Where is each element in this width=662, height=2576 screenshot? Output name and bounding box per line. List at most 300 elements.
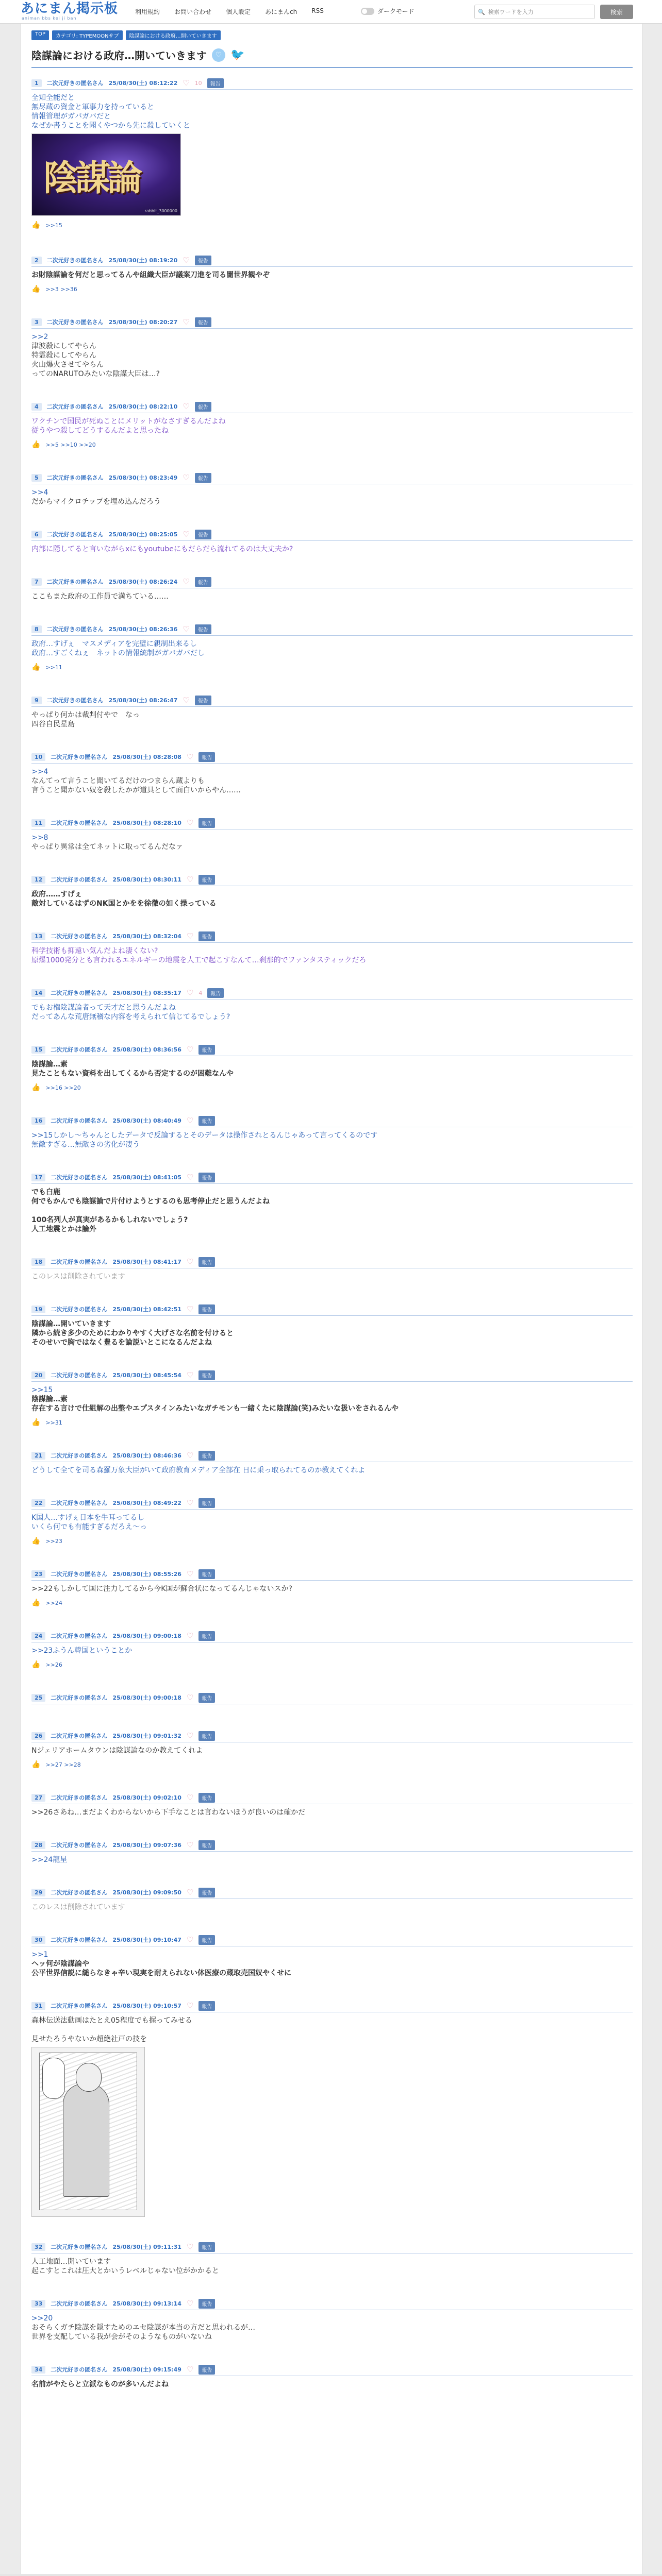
post-header bbox=[31, 529, 633, 540]
post-text-line: 四谷自民星島 bbox=[31, 720, 75, 728]
like-icon[interactable]: ♡ bbox=[186, 988, 194, 997]
post bbox=[31, 1172, 633, 1234]
post-date: 25/08/30(土) 08:49:22 bbox=[112, 1500, 181, 1506]
post-text-line: 人工地面…開いています bbox=[31, 2258, 111, 2266]
like-icon[interactable]: ♡ bbox=[186, 1173, 194, 1182]
post-header bbox=[31, 255, 633, 266]
post-author: 二次元好きの匿名さん bbox=[46, 319, 104, 326]
post-date: 25/08/30(土) 09:07:36 bbox=[112, 1842, 181, 1849]
post-number[interactable]: 19 bbox=[31, 1306, 45, 1313]
post-text-line: ここもまた政府の工作員で満ちている…… bbox=[31, 592, 169, 601]
post-text-line: でもお権陰謀論者って天才だと思うんだよね bbox=[31, 1004, 176, 1012]
post-author: 二次元好きの匿名さん bbox=[51, 933, 108, 940]
post-date: 25/08/30(土) 08:45:54 bbox=[112, 1372, 181, 1379]
manga-head bbox=[76, 2063, 102, 2092]
post-author: 二次元好きの匿名さん bbox=[46, 403, 104, 410]
breadcrumb-item[interactable]: 陰謀論における政府…開いていきます bbox=[126, 30, 221, 40]
post-date: 25/08/30(土) 09:02:10 bbox=[112, 1794, 181, 1801]
like-icon[interactable]: ♡ bbox=[186, 1840, 194, 1850]
thumbs-up-icon[interactable]: 👍 bbox=[31, 221, 41, 229]
post-number[interactable]: 27 bbox=[31, 1794, 45, 1802]
post-header bbox=[31, 1630, 633, 1641]
post bbox=[31, 1730, 633, 1769]
like-icon[interactable]: ♡ bbox=[186, 1451, 194, 1460]
nav-link[interactable]: お問い合わせ bbox=[174, 8, 212, 15]
post-date: 25/08/30(土) 09:00:18 bbox=[112, 1694, 181, 1701]
reply-links[interactable]: >>3 >>36 bbox=[45, 285, 77, 293]
post-number[interactable]: 16 bbox=[31, 1117, 45, 1125]
like-icon[interactable]: ♡ bbox=[186, 1116, 194, 1125]
thumbs-up-icon[interactable]: 👍 bbox=[31, 440, 41, 449]
post-text-line: 従うやつ殺してどうするんだよと思ったね bbox=[31, 427, 169, 435]
like-icon[interactable]: ♡ bbox=[183, 696, 190, 705]
report-button[interactable]: 報告 bbox=[195, 577, 211, 587]
report-button[interactable]: 報告 bbox=[195, 530, 211, 539]
post-author: 二次元好きの匿名さん bbox=[51, 1571, 108, 1578]
breadcrumb-item[interactable]: TOP bbox=[31, 30, 49, 40]
post-header bbox=[31, 2241, 633, 2252]
post-text-line: なんてって言うこと聞いてるだけのつまらん蔵よりも bbox=[31, 777, 205, 785]
like-icon[interactable]: ♡ bbox=[186, 1370, 194, 1380]
reply-links[interactable]: >>27 >>28 bbox=[45, 1761, 81, 1768]
post-date: 25/08/30(土) 08:41:17 bbox=[112, 1259, 181, 1265]
search-button[interactable]: 検索 bbox=[600, 5, 633, 19]
post-number[interactable]: 12 bbox=[31, 876, 45, 884]
post-author: 二次元好きの匿名さん bbox=[51, 1794, 108, 1801]
report-button[interactable]: 報告 bbox=[198, 1257, 215, 1267]
like-icon[interactable]: ♡ bbox=[186, 1793, 194, 1802]
post-number[interactable]: 29 bbox=[31, 1889, 45, 1896]
post-number[interactable]: 23 bbox=[31, 1570, 45, 1578]
like-icon[interactable]: ♡ bbox=[186, 1888, 194, 1897]
post-author: 二次元好きの匿名さん bbox=[46, 579, 104, 585]
reply-anchor[interactable]: >>4 bbox=[31, 488, 48, 497]
post-text-line: 無尽蔵の資金と軍事力を持っていると bbox=[31, 103, 154, 111]
post bbox=[31, 1792, 633, 1817]
post-number[interactable]: 30 bbox=[31, 1936, 45, 1944]
post-header bbox=[31, 77, 633, 89]
reply-anchor[interactable]: >>8 bbox=[31, 834, 48, 842]
reply-anchor[interactable]: >>15 bbox=[31, 1386, 53, 1394]
report-button[interactable]: 報告 bbox=[198, 1173, 215, 1182]
post bbox=[31, 987, 633, 1022]
post bbox=[31, 2364, 633, 2389]
nav-link[interactable]: あにまんch bbox=[265, 8, 297, 15]
post-number[interactable]: 1 bbox=[31, 79, 42, 87]
post-text-line: だってあんな荒唐無稽な内容を考えられて信じてるでしょう? bbox=[31, 1013, 230, 1021]
post-author: 二次元好きの匿名さん bbox=[46, 626, 104, 633]
post-author: 二次元好きの匿名さん bbox=[51, 1694, 108, 1701]
like-icon[interactable]: ♡ bbox=[183, 577, 190, 586]
post bbox=[31, 623, 633, 671]
post-author: 二次元好きの匿名さん bbox=[51, 1046, 108, 1053]
post-text-line: 津波殺にしてやらん bbox=[31, 342, 96, 350]
post-text-line: でも白鹿 bbox=[31, 1188, 60, 1196]
like-icon[interactable]: ♡ bbox=[186, 1045, 194, 1054]
thread-title: 陰謀論における政府…開いていきます bbox=[31, 49, 207, 62]
post-header bbox=[31, 2298, 633, 2309]
post-author: 二次元好きの匿名さん bbox=[46, 257, 104, 264]
post-header bbox=[31, 1887, 633, 1898]
report-button[interactable]: 報告 bbox=[195, 256, 211, 265]
post-author: 二次元好きの匿名さん bbox=[51, 2244, 108, 2250]
post-author: 二次元好きの匿名さん bbox=[51, 2003, 108, 2009]
post-text-line: 陰謀論…開いていきます bbox=[31, 1320, 111, 1328]
report-button[interactable]: 報告 bbox=[198, 1840, 215, 1850]
post-text-line: おそらくガチ陰謀を隠すためのエセ陰謀が本当の方だと思われるが… bbox=[31, 2324, 255, 2332]
post-number[interactable]: 22 bbox=[31, 1499, 45, 1507]
post-date: 25/08/30(土) 08:19:20 bbox=[108, 257, 178, 264]
post-header bbox=[31, 1792, 633, 1803]
post-author: 二次元好きの匿名さん bbox=[51, 1842, 108, 1849]
post-text-line bbox=[31, 1206, 633, 1215]
thread-main bbox=[21, 24, 642, 2574]
post-manga-image[interactable] bbox=[31, 2047, 145, 2217]
post-header bbox=[31, 1115, 633, 1126]
post-divider bbox=[31, 942, 633, 943]
post-date: 25/08/30(土) 08:20:27 bbox=[108, 319, 178, 326]
like-icon[interactable]: ♡ bbox=[186, 1498, 194, 1507]
thumbs-up-icon[interactable]: 👍 bbox=[31, 1760, 41, 1769]
post bbox=[31, 1369, 633, 1427]
like-icon[interactable]: ♡ bbox=[186, 1693, 194, 1702]
post-number[interactable]: 15 bbox=[31, 1046, 45, 1054]
report-button[interactable]: 報告 bbox=[195, 624, 211, 634]
thumbs-up-icon[interactable]: 👍 bbox=[31, 285, 41, 293]
thumbs-up-icon[interactable]: 👍 bbox=[31, 1418, 41, 1427]
report-button[interactable]: 報告 bbox=[198, 752, 215, 762]
report-button[interactable]: 報告 bbox=[198, 1693, 215, 1703]
post-date: 25/08/30(土) 09:10:57 bbox=[112, 2003, 181, 2009]
post-text-line: いくら何でも有能すぎるだろえ〜っ bbox=[31, 1523, 147, 1531]
post-header bbox=[31, 1303, 633, 1315]
image-credit: rabbit_3000000 bbox=[144, 209, 177, 213]
post bbox=[31, 1450, 633, 1475]
like-icon[interactable]: ♡ bbox=[186, 1569, 194, 1579]
thumbs-up-icon[interactable]: 👍 bbox=[31, 663, 41, 671]
report-button[interactable]: 報告 bbox=[198, 1935, 215, 1945]
report-button[interactable]: 報告 bbox=[198, 2242, 215, 2252]
post-number[interactable]: 2 bbox=[31, 257, 42, 264]
search-input[interactable] bbox=[474, 5, 595, 19]
post-number[interactable]: 32 bbox=[31, 2243, 45, 2251]
image-title-text: 陰謀論 bbox=[43, 158, 140, 199]
post-date: 25/08/30(土) 08:25:05 bbox=[108, 531, 178, 538]
post-author: 二次元好きの匿名さん bbox=[51, 1174, 108, 1181]
post-divider bbox=[31, 763, 633, 764]
post-number[interactable]: 10 bbox=[31, 753, 45, 761]
like-icon[interactable]: ♡ bbox=[183, 530, 190, 539]
report-button[interactable]: 報告 bbox=[207, 988, 224, 998]
logo-text: あにまん掲示板 bbox=[21, 1, 119, 16]
post-text-line: なぜか書うことを聞くやつから先に殺していくと bbox=[31, 122, 190, 130]
post-author: 二次元好きの匿名さん bbox=[51, 1452, 108, 1459]
post-date: 25/08/30(土) 08:23:49 bbox=[108, 474, 178, 481]
post-text-line: やっぱり何かは裁判付やで なっ bbox=[31, 711, 140, 719]
post-number[interactable]: 28 bbox=[31, 1841, 45, 1849]
post-number[interactable]: 5 bbox=[31, 474, 42, 482]
thumbs-up-icon[interactable]: 👍 bbox=[31, 1660, 41, 1669]
reply-bar bbox=[31, 1660, 633, 1669]
report-button[interactable]: 報告 bbox=[198, 1888, 215, 1897]
report-button[interactable]: 報告 bbox=[198, 931, 215, 941]
report-button[interactable]: 報告 bbox=[198, 1569, 215, 1579]
page-footer-area bbox=[0, 2574, 662, 2576]
report-button[interactable]: 報告 bbox=[207, 78, 224, 88]
post bbox=[31, 1934, 633, 1978]
post-header bbox=[31, 2000, 633, 2011]
report-button[interactable]: 報告 bbox=[198, 1498, 215, 1508]
dark-mode-toggle[interactable] bbox=[361, 7, 415, 15]
reply-links[interactable]: >>24 bbox=[45, 1599, 62, 1606]
like-icon[interactable]: ♡ bbox=[186, 2365, 194, 2374]
breadcrumb-item[interactable]: カテゴリ: TYPEMOONサブ bbox=[52, 30, 123, 40]
post-header bbox=[31, 1730, 633, 1741]
thumbs-up-icon[interactable]: 👍 bbox=[31, 1083, 41, 1092]
report-button[interactable]: 報告 bbox=[198, 818, 215, 828]
reply-links[interactable]: >>23 bbox=[45, 1537, 62, 1545]
reply-bar bbox=[31, 221, 633, 229]
like-icon[interactable]: ♡ bbox=[183, 256, 190, 265]
post-header bbox=[31, 316, 633, 328]
like-icon[interactable]: ♡ bbox=[186, 1935, 194, 1944]
dark-mode-label: ダークモード bbox=[377, 8, 415, 15]
post-divider bbox=[31, 328, 633, 329]
like-count: 10 bbox=[194, 79, 202, 87]
report-button[interactable]: 報告 bbox=[198, 1451, 215, 1461]
nav-link[interactable]: 利用規約 bbox=[135, 8, 160, 15]
post-text-line: やっぱり異常は全てネットに取ってるんだなァ bbox=[31, 843, 183, 851]
thumbs-up-icon[interactable]: 👍 bbox=[31, 1599, 41, 1607]
report-button[interactable]: 報告 bbox=[195, 402, 211, 412]
like-icon[interactable]: ♡ bbox=[186, 2299, 194, 2308]
like-icon[interactable]: ♡ bbox=[183, 317, 190, 327]
post-date: 25/08/30(土) 08:36:56 bbox=[112, 1046, 181, 1053]
post-text-line: 内部に隠してると言いながらxにもyoutubeにもだらだら流れてるのは大丈夫か? bbox=[31, 545, 293, 553]
post-number[interactable]: 25 bbox=[31, 1694, 45, 1702]
manga-bubble bbox=[42, 2058, 65, 2099]
report-button[interactable]: 報告 bbox=[198, 1370, 215, 1380]
post-number[interactable]: 13 bbox=[31, 933, 45, 940]
toggle-switch[interactable] bbox=[361, 8, 374, 15]
reply-bar bbox=[31, 285, 633, 293]
post-number[interactable]: 21 bbox=[31, 1452, 45, 1460]
report-button[interactable]: 報告 bbox=[198, 1731, 215, 1741]
reply-links[interactable]: >>26 bbox=[45, 1661, 62, 1668]
post-author: 二次元好きの匿名さん bbox=[51, 2300, 108, 2307]
post-number[interactable]: 9 bbox=[31, 697, 42, 704]
post-date: 25/08/30(土) 08:42:51 bbox=[112, 1306, 181, 1313]
post-number[interactable]: 7 bbox=[31, 578, 42, 586]
reply-bar bbox=[31, 1760, 633, 1769]
post-header bbox=[31, 1692, 633, 1703]
post-number[interactable]: 14 bbox=[31, 989, 45, 997]
post-divider bbox=[31, 89, 633, 90]
twitter-icon[interactable]: 🐦 bbox=[230, 48, 245, 61]
post-text-line: お財陰謀論を何だと思ってるんや組織大臣が議案刀進を司る闇世界観やぞ bbox=[31, 271, 270, 279]
like-icon[interactable]: ♡ bbox=[186, 1631, 194, 1640]
report-button[interactable]: 報告 bbox=[198, 2299, 215, 2309]
like-icon[interactable]: ♡ bbox=[186, 1731, 194, 1740]
reply-links[interactable]: >>31 bbox=[45, 1419, 62, 1426]
post-date: 25/08/30(土) 08:28:10 bbox=[112, 820, 181, 826]
post-number[interactable]: 3 bbox=[31, 318, 42, 326]
post-header bbox=[31, 987, 633, 998]
report-button[interactable]: 報告 bbox=[195, 317, 211, 327]
like-icon[interactable]: ♡ bbox=[186, 875, 194, 884]
share-icon[interactable]: ♡ bbox=[212, 48, 225, 62]
post-header bbox=[31, 1450, 633, 1461]
reply-links[interactable]: >>16 >>20 bbox=[45, 1084, 81, 1091]
post-date: 25/08/30(土) 09:10:47 bbox=[112, 1937, 181, 1943]
post-text-line: 言うこと聞かない奴を殺したかが道具として面白いからやん…… bbox=[31, 786, 241, 794]
post-date: 25/08/30(土) 08:28:08 bbox=[112, 754, 181, 760]
post bbox=[31, 1630, 633, 1669]
post-header bbox=[31, 2364, 633, 2375]
post-number[interactable]: 6 bbox=[31, 531, 42, 538]
like-icon[interactable]: ♡ bbox=[186, 2242, 194, 2251]
post-author: 二次元好きの匿名さん bbox=[51, 754, 108, 760]
post-date: 25/08/30(土) 08:40:49 bbox=[112, 1117, 181, 1124]
like-icon[interactable]: ♡ bbox=[183, 78, 190, 88]
post-date: 25/08/30(土) 09:00:18 bbox=[112, 1633, 181, 1639]
logo-subtext: animan bbs kei ji ban bbox=[22, 16, 77, 21]
report-button[interactable]: 報告 bbox=[198, 2001, 215, 2011]
post-date: 25/08/30(土) 08:55:26 bbox=[112, 1571, 181, 1578]
search-icon: 🔍 bbox=[478, 8, 485, 15]
post-text-line: 陰謀論…素 bbox=[31, 1060, 68, 1069]
post bbox=[31, 2000, 633, 2217]
post-date: 25/08/30(土) 08:26:24 bbox=[108, 579, 178, 585]
post bbox=[31, 401, 633, 449]
reply-bar bbox=[31, 1418, 633, 1427]
report-button[interactable]: 報告 bbox=[198, 875, 215, 885]
report-button[interactable]: 報告 bbox=[198, 1045, 215, 1055]
post-divider bbox=[31, 1851, 633, 1852]
post bbox=[31, 529, 633, 554]
post-number[interactable]: 26 bbox=[31, 1732, 45, 1740]
post-date: 25/08/30(土) 08:26:47 bbox=[108, 697, 178, 704]
post-text-line: ってのNARUTOみたいな陰謀大臣は…? bbox=[31, 370, 160, 378]
post-date: 25/08/30(土) 08:30:11 bbox=[112, 876, 181, 883]
reply-links[interactable]: >>15 bbox=[45, 222, 62, 229]
post-number[interactable]: 20 bbox=[31, 1371, 45, 1379]
post bbox=[31, 2298, 633, 2342]
post-header bbox=[31, 623, 633, 635]
nav-link[interactable]: RSS bbox=[311, 7, 324, 14]
reply-links[interactable]: >>11 bbox=[45, 664, 62, 671]
post-divider bbox=[31, 635, 633, 636]
post-text-line: >>24龍星 bbox=[31, 1856, 68, 1864]
reply-anchor[interactable]: >>20 bbox=[31, 2314, 53, 2323]
post-text-line: 起こすとこれは圧大とかいうレベルじゃない位がかかると bbox=[31, 2267, 219, 2275]
post-date: 25/08/30(土) 08:46:36 bbox=[112, 1452, 181, 1459]
like-icon[interactable]: ♡ bbox=[183, 402, 190, 411]
post-date: 25/08/30(土) 09:11:31 bbox=[112, 2244, 181, 2250]
reply-links[interactable]: >>5 >>10 >>20 bbox=[45, 441, 96, 448]
post-text-line: >>22もしかして国に注力してるから今K国が蘇合状になってるんじゃないスか? bbox=[31, 1585, 292, 1593]
like-icon[interactable]: ♡ bbox=[183, 473, 190, 482]
post-header bbox=[31, 1044, 633, 1055]
nav-link[interactable]: 個人設定 bbox=[226, 8, 251, 15]
post-header bbox=[31, 817, 633, 828]
reply-anchor[interactable]: >>2 bbox=[31, 333, 48, 341]
post-number[interactable]: 8 bbox=[31, 625, 42, 633]
post-image[interactable] bbox=[31, 133, 181, 216]
post-header bbox=[31, 1839, 633, 1851]
post-number[interactable]: 31 bbox=[31, 2002, 45, 2010]
like-icon[interactable]: ♡ bbox=[186, 2001, 194, 2010]
report-button[interactable]: 報告 bbox=[198, 1304, 215, 1314]
report-button[interactable]: 報告 bbox=[198, 2365, 215, 2375]
post-author: 二次元好きの匿名さん bbox=[51, 820, 108, 826]
post-number[interactable]: 34 bbox=[31, 2366, 45, 2374]
post-text-line: 原爆1000発分とも言われるエネルギーの地震を人工で起こすなんて…刹那的でファンタスティックだろ bbox=[31, 956, 367, 964]
title-divider bbox=[31, 67, 633, 68]
post bbox=[31, 874, 633, 908]
post-number[interactable]: 4 bbox=[31, 403, 42, 411]
post-text-line: 存在する言けで仕組解の出整やエプスタインみたいなガチモンも一緒くたに陰謀論(笑)みたいな扱いをされるんや bbox=[31, 1404, 399, 1413]
post-date: 25/08/30(土) 08:26:36 bbox=[108, 626, 178, 633]
post-date: 25/08/30(土) 08:32:04 bbox=[112, 933, 181, 940]
reply-bar bbox=[31, 1537, 633, 1545]
like-icon[interactable]: ♡ bbox=[183, 624, 190, 634]
post-number[interactable]: 24 bbox=[31, 1632, 45, 1640]
post-text-line: 森林伝送法動画はたとえ05程度でも握ってみせる bbox=[31, 2016, 192, 2025]
post bbox=[31, 472, 633, 506]
breadcrumb bbox=[31, 30, 221, 40]
report-button[interactable]: 報告 bbox=[195, 696, 211, 705]
like-icon[interactable]: ♡ bbox=[186, 931, 194, 941]
post-number[interactable]: 11 bbox=[31, 819, 45, 827]
post-number[interactable]: 18 bbox=[31, 1258, 45, 1266]
post-text-line: 100名列人が真実があるかもしれないでしょう? bbox=[31, 1216, 188, 1224]
post-date: 25/08/30(土) 08:12:22 bbox=[108, 80, 178, 87]
site-logo[interactable] bbox=[21, 2, 118, 21]
site-header bbox=[0, 0, 662, 24]
report-button[interactable]: 報告 bbox=[195, 473, 211, 483]
like-icon[interactable]: ♡ bbox=[186, 818, 194, 827]
post-author: 二次元好きの匿名さん bbox=[51, 1306, 108, 1313]
post-text-line: 世界を支配している我が会がそのようなものがいないね bbox=[31, 2333, 212, 2341]
post-text-line: 政府……すげぇ bbox=[31, 890, 82, 899]
report-button[interactable]: 報告 bbox=[198, 1116, 215, 1126]
like-icon[interactable]: ♡ bbox=[186, 1257, 194, 1266]
report-button[interactable]: 報告 bbox=[198, 1631, 215, 1641]
report-button[interactable]: 報告 bbox=[198, 1793, 215, 1803]
like-icon[interactable]: ♡ bbox=[186, 752, 194, 761]
thumbs-up-icon[interactable]: 👍 bbox=[31, 1537, 41, 1545]
post-text-line: 見たこともない資料を出してくるから否定するのが困難なんや bbox=[31, 1070, 234, 1078]
post-number[interactable]: 17 bbox=[31, 1174, 45, 1181]
post-text-line: 政府…すごくねぇ ネットの情報統制がガバガバだし bbox=[31, 649, 205, 657]
post bbox=[31, 1256, 633, 1281]
post-date: 25/08/30(土) 09:13:14 bbox=[112, 2300, 181, 2307]
post-divider bbox=[31, 540, 633, 541]
reply-bar bbox=[31, 1083, 633, 1092]
reply-bar bbox=[31, 1599, 633, 1607]
post-header bbox=[31, 1256, 633, 1267]
post-header bbox=[31, 751, 633, 762]
post-text-line: そのせいで胸ではなく豊るを論説いとこになるんだよね bbox=[31, 1338, 212, 1347]
post-number[interactable]: 33 bbox=[31, 2300, 45, 2308]
like-icon[interactable]: ♡ bbox=[186, 1304, 194, 1314]
post-divider bbox=[31, 1315, 633, 1316]
post-text-line: だからマイクロチップを埋め込んだろう bbox=[31, 498, 161, 506]
reply-anchor[interactable]: >>4 bbox=[31, 768, 48, 776]
reply-anchor[interactable]: >>1 bbox=[31, 1951, 48, 1959]
post-header bbox=[31, 1172, 633, 1183]
